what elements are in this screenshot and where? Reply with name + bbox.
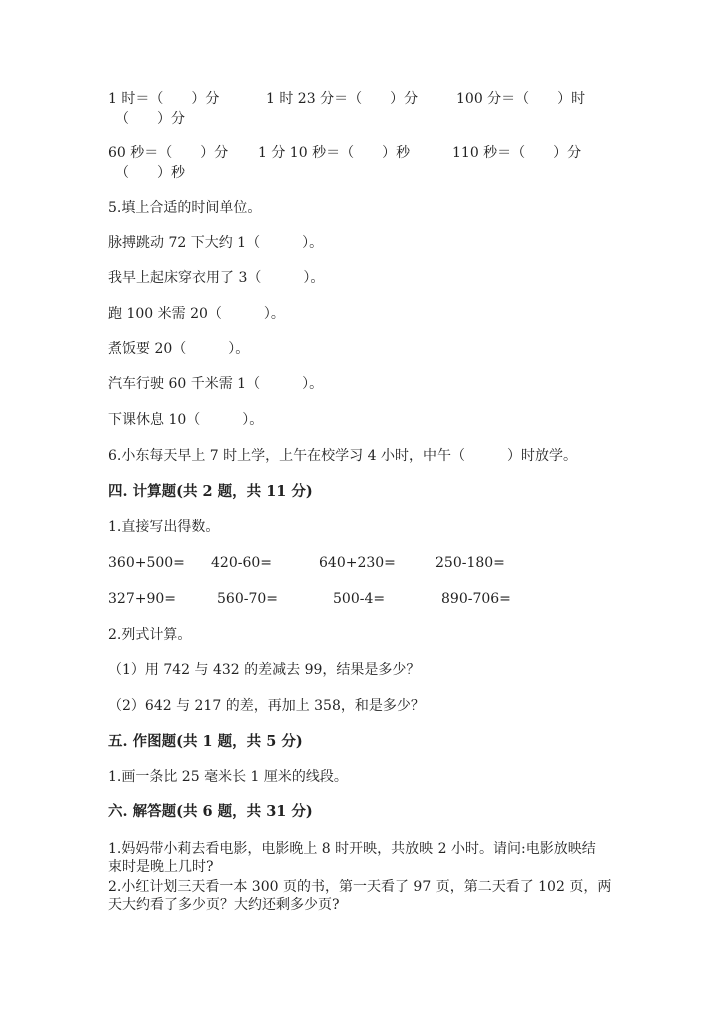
question-5-item: 脉搏跳动 72 下大约 1（ ）。 (108, 235, 324, 251)
section-6-q2-line1: 2.小红计划三天看一本 300 页的书，第一天看了 97 页，第二天看了 102 页，两 (108, 879, 612, 895)
section-6-heading: 六. 解答题(共 6 题，共 31 分) (108, 803, 313, 820)
section-4-q2-title: 2.列式计算。 (108, 627, 192, 643)
section-4-q2-item: （2）642 与 217 的差，再加上 358，和是多少？ (108, 698, 425, 714)
calc-item: 360+500= (108, 555, 185, 571)
question-5-item: 煮饭要 20（ ）。 (108, 341, 250, 357)
conversion-item: 60 秒＝（ ）分 (108, 145, 229, 161)
section-5-heading: 五. 作图题(共 1 题，共 5 分) (108, 733, 303, 750)
question-5-item: 我早上起床穿衣用了 3（ ）。 (108, 270, 325, 286)
conversion-item: 1 时 23 分＝（ ）分 (266, 91, 419, 107)
calc-item: 250-180= (435, 555, 505, 571)
calc-item: 560-70= (217, 591, 278, 607)
section-5-q1: 1.画一条比 25 毫米长 1 厘米的线段。 (108, 769, 348, 785)
question-5-item: 下课休息 10（ ）。 (108, 412, 264, 428)
calc-item: 890-706= (441, 591, 511, 607)
section-6-q2-line2: 天大约看了多少页？大约还剩多少页? (108, 897, 340, 913)
section-4-q2-item: （1）用 742 与 432 的差减去 99，结果是多少？ (108, 662, 421, 678)
calc-item: 640+230= (319, 555, 396, 571)
question-5-item: 跑 100 米需 20（ ）。 (108, 306, 285, 322)
calc-item: 500-4= (333, 591, 386, 607)
question-6: 6.小东每天早上 7 时上学，上午在校学习 4 小时，中午（ ）时放学。 (108, 448, 577, 464)
section-4-heading: 四. 计算题(共 2 题，共 11 分) (108, 483, 313, 500)
question-5-item: 汽车行驶 60 千米需 1（ ）。 (108, 376, 324, 392)
conversion-item: 1 分 10 秒＝（ ）秒 (258, 145, 411, 161)
calc-item: 327+90= (108, 591, 176, 607)
section-6-q1-line2: 束时是晚上几时? (108, 859, 214, 875)
conversion-item: 1 时＝（ ）分 (108, 91, 220, 107)
section-4-q1-title: 1.直接写出得数。 (108, 519, 220, 535)
question-5-title: 5.填上合适的时间单位。 (108, 200, 262, 216)
conversion-continuation: （ ）分 (115, 111, 185, 127)
conversion-item: 100 分＝（ ）时 (456, 91, 586, 107)
conversion-item: 110 秒＝（ ）分 (452, 145, 582, 161)
calc-item: 420-60= (211, 555, 272, 571)
conversion-continuation: （ ）秒 (115, 165, 185, 181)
section-6-q1-line1: 1.妈妈带小莉去看电影，电影晚上 8 时开映，共放映 2 小时。请问:电影放映结 (108, 841, 596, 857)
